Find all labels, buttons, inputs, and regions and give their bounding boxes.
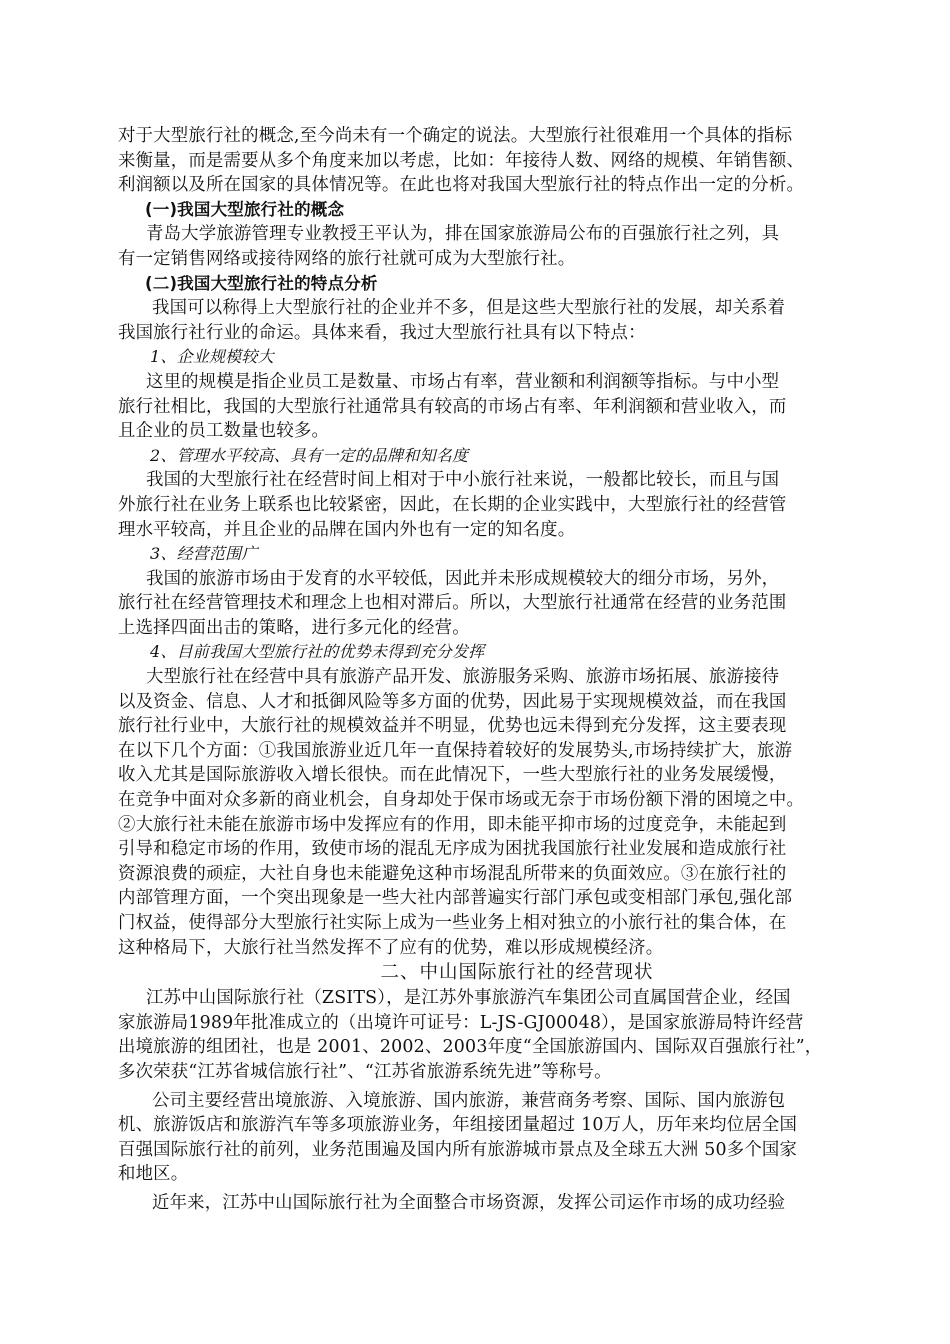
text-line: 青岛大学旅游管理专业教授王平认为，排在国家旅游局公布的百强旅行社之列，具	[146, 224, 780, 245]
text-line: 上选择四面出击的策略，进行多元化的经营。	[118, 617, 470, 638]
paragraph-zsits-business	[112, 1089, 862, 1187]
text-line: 在竞争中面对众多新的商业机会，自身却处于保市场或无奈于市场份额下滑的困境之中。	[118, 790, 805, 811]
text-line: 且企业的员工数量也较多。	[118, 421, 330, 442]
text-line: 门权益，使得部分大型旅行社实际上成为一些业务上相对独立的小旅行社的集合体，在	[118, 913, 787, 933]
text-line: 近年来，江苏中山国际旅行社为全面整合市场资源，发挥公司运作市场的成功经验	[152, 1192, 786, 1213]
paragraph-zsits-recent	[112, 1191, 862, 1216]
text-line: 以及资金、信息、人才和抵御风险等多方面的优势，因此易于实现规模效益，而在我国	[118, 691, 787, 712]
text-line: 出境旅游的组团社，也是 2001、2002、2003年度“全国旅游国内、国际双百强旅行社”，	[118, 1037, 823, 1058]
text-line: 我国的大型旅行社在经营时间上相对于中小旅行社来说，一般都比较长，而且与国	[146, 470, 780, 491]
text-line: 对于大型旅行社的概念,至今尚未有一个确定的说法。大型旅行社很难用一个具体的指标	[118, 126, 793, 146]
text-line: 利润额以及所在国家的具体情况等。在此也将对我国大型旅行社的特点作出一定的分析。	[118, 175, 805, 196]
text-line: 有一定销售网络或接待网络的旅行社就可成为大型旅行社。	[118, 248, 576, 269]
text-line: 机、旅游饭店和旅游汽车等多项旅游业务，年组接团量超过 10万人，历年来均位居全国	[118, 1115, 798, 1136]
text-line: 理水平较高，并且企业的品牌在国内外也有一定的知名度。	[118, 519, 576, 540]
paragraph-zsits-intro	[112, 986, 862, 1084]
paragraph-concept	[112, 222, 862, 271]
text-line: 来衡量，而是需要从多个角度来加以考虑，比如：年接待人数、网络的规模、年销售额、	[118, 150, 805, 171]
text-line: 大型旅行社在经营中具有旅游产品开发、旅游服务采购、旅游市场拓展、旅游接待	[146, 667, 780, 688]
paragraph-advantages	[112, 665, 862, 960]
intro-paragraph	[112, 124, 862, 198]
subheading-scale: 1、企业规模较大	[150, 347, 274, 367]
text-line: 旅行社相比，我国的大型旅行社通常具有较高的市场占有率、年利润额和营业收入，而	[118, 396, 787, 417]
heading-characteristics: (二)我国大型旅行社的特点分析	[145, 273, 378, 293]
text-line: 这种格局下，大旅行社当然发挥不了应有的优势，难以形成规模经济。	[118, 937, 664, 958]
text-line: 旅行社在经营管理技术和理念上也相对滞后。所以，大型旅行社通常在经营的业务范围	[118, 593, 787, 614]
text-line: 公司主要经营出境旅游、入境旅游、国内旅游，兼营商务考察、国际、国内旅游包	[152, 1090, 786, 1111]
text-line: 多次荣获“江苏省城信旅行社”、“江苏省旅游系统先进”等称号。	[118, 1061, 612, 1082]
text-line: 百强国际旅行社的前列，业务范围遍及国内所有旅游城市景点及全球五大洲 50多个国家	[118, 1139, 798, 1160]
text-line: 家旅游局1989年批准成立的（出境许可证号：L-JS-GJ00048），是国家旅游局特许经营	[118, 1012, 804, 1033]
text-line: 我国可以称得上大型旅行社的企业并不多，但是这些大型旅行社的发展，却关系着	[152, 298, 786, 319]
document-page	[112, 124, 862, 1216]
text-line: 在以下几个方面：①我国旅游业近几年一直保持着较好的发展势头,市场持续扩大，旅游	[118, 740, 793, 761]
text-line: 江苏中山国际旅行社（ZSITS），是江苏外事旅游汽车集团公司直属国营企业，经国	[146, 988, 791, 1009]
text-line: 资源浪费的顽症，大社自身也未能避免这种市场混乱所带来的负面效应。③在旅行社的	[118, 863, 787, 884]
paragraph-management	[112, 468, 862, 542]
subheading-management: 2、管理水平较高、具有一定的品牌和知名度	[150, 445, 469, 465]
text-line: 外旅行社在业务上联系也比较紧密，因此，在长期的企业实践中，大型旅行社的经营管	[118, 494, 787, 515]
text-line: 这里的规模是指企业员工是数量、市场占有率，营业额和利润额等指标。与中小型	[146, 371, 780, 392]
text-line: 收入尤其是国际旅游收入增长很快。而在此情况下，一些大型旅行社的业务发展缓慢，	[118, 765, 787, 786]
text-line: 我国旅行社行业的命运。具体来看，我过大型旅行社具有以下特点：	[118, 322, 646, 343]
subheading-advantages: 4、目前我国大型旅行社的优势未得到充分发挥	[150, 642, 485, 662]
subheading-scope: 3、经营范围广	[150, 544, 258, 564]
heading-concept: (一)我国大型旅行社的概念	[145, 199, 345, 219]
text-line: 我国的旅游市场由于发育的水平较低，因此并未形成规模较大的细分市场，另外，	[146, 568, 780, 589]
section-heading-zsits: 二、中山国际旅行社的经营现状	[380, 962, 654, 984]
text-line: 和地区。	[118, 1164, 189, 1185]
text-line: 旅行社行业中，大旅行社的规模效益并不明显，优势也远未得到充分发挥，这主要表现	[118, 716, 787, 737]
paragraph-scope	[112, 567, 862, 641]
paragraph-scale	[112, 370, 862, 444]
text-line: 内部管理方面，一个突出现象是一些大社内部普遍实行部门承包或变相部门承包,强化部	[118, 888, 793, 909]
text-line: ②大旅行社未能在旅游市场中发挥应有的作用，即未能平抑市场的过度竞争，未能起到	[118, 814, 787, 835]
paragraph-characteristics	[112, 296, 862, 345]
text-line: 引导和稳定市场的作用，致使市场的混乱无序成为困扰我国旅行社业发展和造成旅行社	[118, 839, 787, 860]
